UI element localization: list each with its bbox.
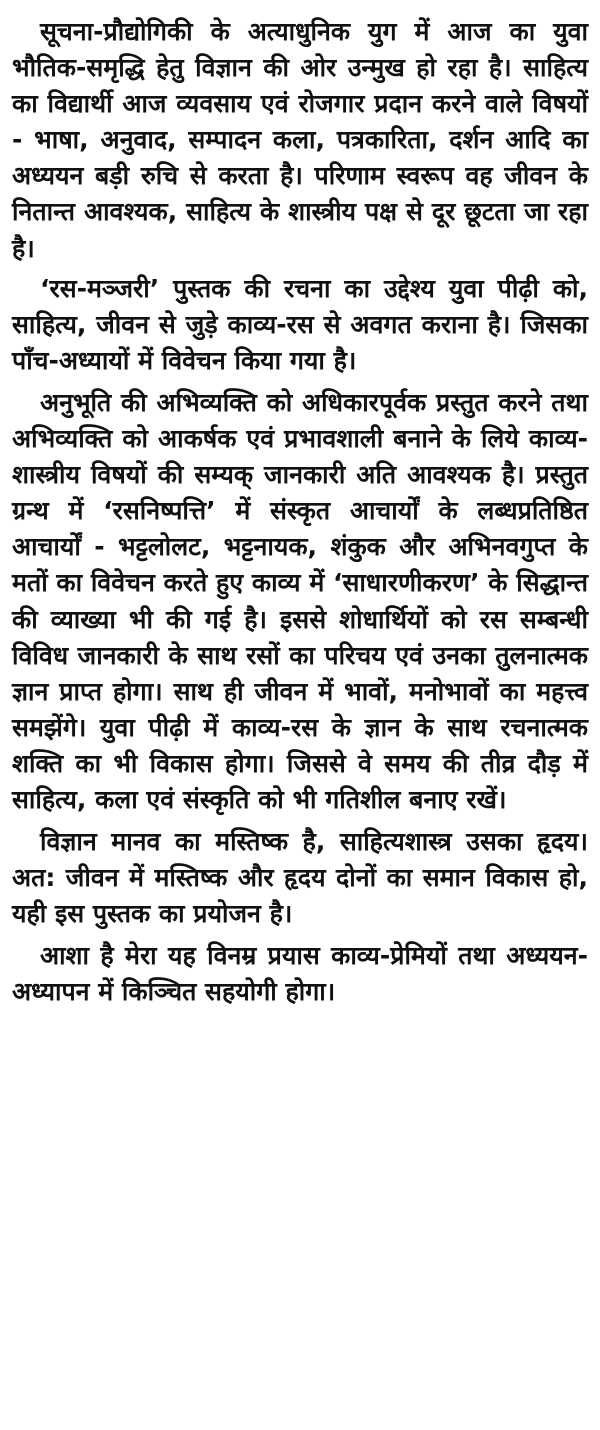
paragraph-3: अनुभूति की अभिव्यक्ति को अधिकारपूर्वक प्रस्तुत करने तथा अभिव्यक्ति को आकर्षक एवं प्रभावशाली बनाने के लिये काव्य-शास्त्रीय विषयों की सम्यक् जानकारी अति आवश्यक है। प्रस्तुत ग्रन्थ में ‘रसनिष्पत्ति’ में संस्कृत आचार्यों के लब्धप्रतिष्ठित आचार्यों - भट्टलोलट, भट्टनायक, शंकुक और अभिनवगुप्त के मतों का विवेचन करते हुए काव्य में ‘साधारणीकरण’ के सिद्धान्त की व्याख्या भी की गई है। इससे शोधार्थियों को रस सम्बन्धी विविध जानकारी के साथ रसों का परिचय एवं उनका तुलनात्मक ज्ञान प्राप्त होगा। साथ ही जीवन में भावों, मनोभावों का महत्त्व समझेंगे। युवा पीढ़ी में काव्य-रस के ज्ञान के साथ रचनात्मक शक्ति का भी विकास होगा। जिससे वे समय की तीव्र दौड़ में साहित्य, कला एवं संस्कृति को भी गतिशील बनाए रखें।	[12, 387, 588, 814]
paragraph-1: सूचना-प्रौद्योगिकी के अत्याधुनिक युग में आज का युवा भौतिक-समृद्धि हेतु विज्ञान की ओर उन्मुख हो रहा है। साहित्य का विद्यार्थी आज व्यवसाय एवं रोजगार प्रदान करने वाले विषयों - भाषा, अनुवाद, सम्पादन कला, पत्रकारिता, दर्शन आदि का अध्ययन बड़ी रुचि से करता है। परिणाम स्वरूप वह जीवन के नितान्त आवश्यक, साहित्य के शास्त्रीय पक्ष से दूर छूटता जा रहा है।	[12, 17, 588, 263]
preface-text	[12, 14, 588, 1017]
paragraph-4: विज्ञान मानव का मस्तिष्क है, साहित्यशास्त्र उसका हृदय। अत: जीवन में मस्तिष्क और हृदय दोनों का समान विकास हो, यही इस पुस्तक का प्रयोजन है।	[12, 827, 588, 929]
paragraph-2: ‘रस-मञ्जरी’ पुस्तक की रचना का उद्देश्य युवा पीढ़ी को, साहित्य, जीवन से जुड़े काव्य-रस से अवगत कराना है। जिसका पाँच-अध्यायों में विवेचन किया गया है।	[12, 273, 588, 375]
paragraph-5: आशा है मेरा यह विनम्र प्रयास काव्य-प्रेमियों तथा अध्ययन-अध्यापन में किञ्चित सहयोगी होगा।	[12, 941, 588, 1007]
